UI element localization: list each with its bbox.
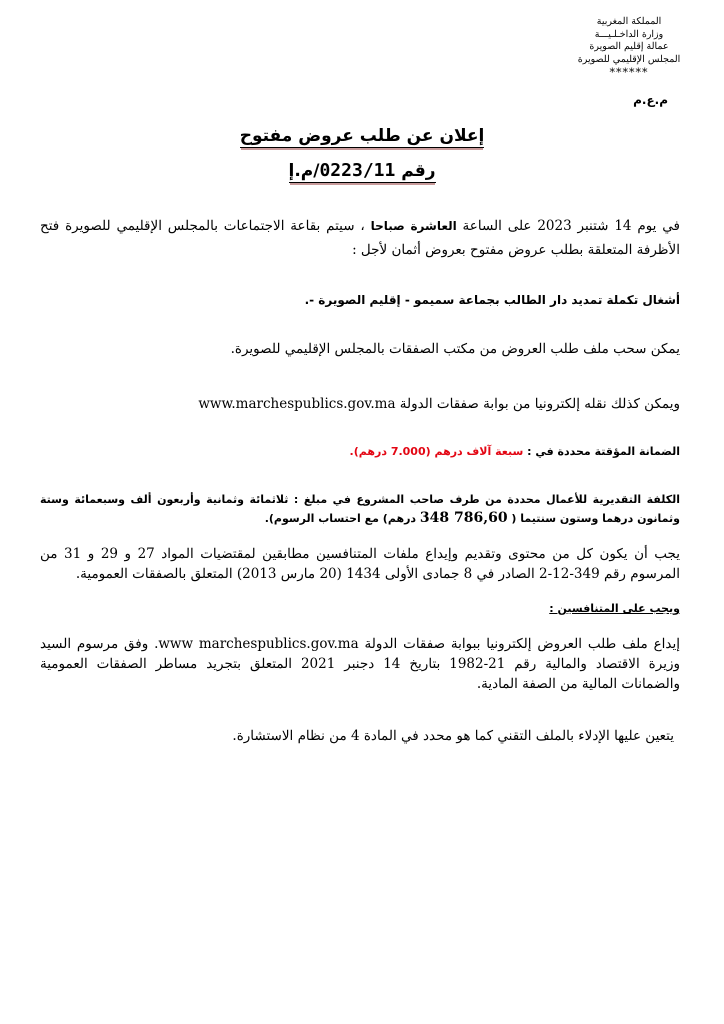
title-line-1: إعلان عن طلب عروض مفتوح (239, 126, 485, 146)
portal-link[interactable]: www.marchespublics.gov.ma (198, 396, 396, 412)
download-paragraph: ويمكن كذلك نقله إلكترونيا من بوابة صفقات الدولة www.marchespublics.gov.ma (198, 396, 680, 412)
intro-paragraph: في يوم 14 شتنبر 2023 على الساعة العاشرة صباحا ، سيتم بقاعة الاجتماعات بالمجلس الإقليمي للصويرة فتح الأظرفة المتعلقة بطلب عروض مفتوح بعروض أثمان لأجل : (40, 218, 680, 258)
guarantee-value: سبعة آلاف درهم (7.000 درهم). (349, 445, 524, 458)
letterhead (564, 16, 694, 78)
opening-time: العاشرة صباحا (370, 219, 457, 233)
cost-amount: 348 786,60 (419, 510, 508, 526)
deposit-paragraph: إيداع ملف طلب العروض إلكترونيا ببوابة صفقات الدولة www marchespublics.gov.ma. وفق مرسوم السيد وزيرة الاقتصاد والمالية رقم 21-1982 بتاريخ 14 دجنبر 2021 المتعلق بتجريد مساطر الصفقات العمومية والضمانات المالية من الصفة المادية. (40, 636, 680, 692)
compliance-paragraph: يجب أن يكون كل من محتوى وتقديم وإيداع ملفات المتنافسين مطابقين لمقتضيات المواد 27 و 29 و 31 من المرسوم رقم 349-12-2 الصادر في 8 جمادى الأولى 1434 (20 مارس 2013) المتعلق بالصفقات العمومية. (40, 546, 680, 582)
guarantee-label: الضمانة المؤقتة محددة في : (523, 445, 680, 458)
letterhead-line-province: عمالة إقليم الصويرة (589, 41, 669, 52)
tender-number-text: رقم 0223/11/م.إ (288, 160, 436, 181)
portal-link-deposit[interactable]: www marchespublics.gov.ma (158, 636, 359, 652)
tender-number (0, 160, 724, 181)
reference-code: م.ع.م (633, 93, 668, 107)
guarantee-paragraph (40, 444, 680, 460)
technical-file-paragraph: يتعين عليها الإدلاء بالملف التقني كما هو محدد في المادة 4 من نظام الاستشارة. (232, 728, 674, 744)
withdraw-paragraph: يمكن سحب ملف طلب العروض من مكتب الصفقات بالمجلس الإقليمي للصويرة. (230, 341, 680, 357)
letterhead-line-council: المجلس الإقليمي للصويرة (577, 53, 681, 65)
letterhead-line-ministry: وزارة الداخـلـيـــة (594, 28, 664, 40)
letterhead-stars: ****** (609, 66, 649, 79)
cost-paragraph: الكلفة التقديرية للأعمال محددة من طرف صاحب المشروع في مبلغ : ثلاثمائة وثمانية وأربعون ألف وسبعمائة وستة وثمانون درهما وستون سنتيما ( 348 786,60 درهم) مع احتساب الرسوم). (40, 493, 680, 526)
competitors-heading: ويجب على المتنافسين : (549, 602, 680, 615)
tender-number-value: 0223/11 (319, 160, 396, 181)
project-title: أشغال تكملة تمديد دار الطالب بجماعة سميمو - إقليم الصويرة -. (304, 293, 680, 307)
page-title (0, 126, 724, 146)
letterhead-line-kingdom: المملكة المغربية (596, 16, 662, 27)
